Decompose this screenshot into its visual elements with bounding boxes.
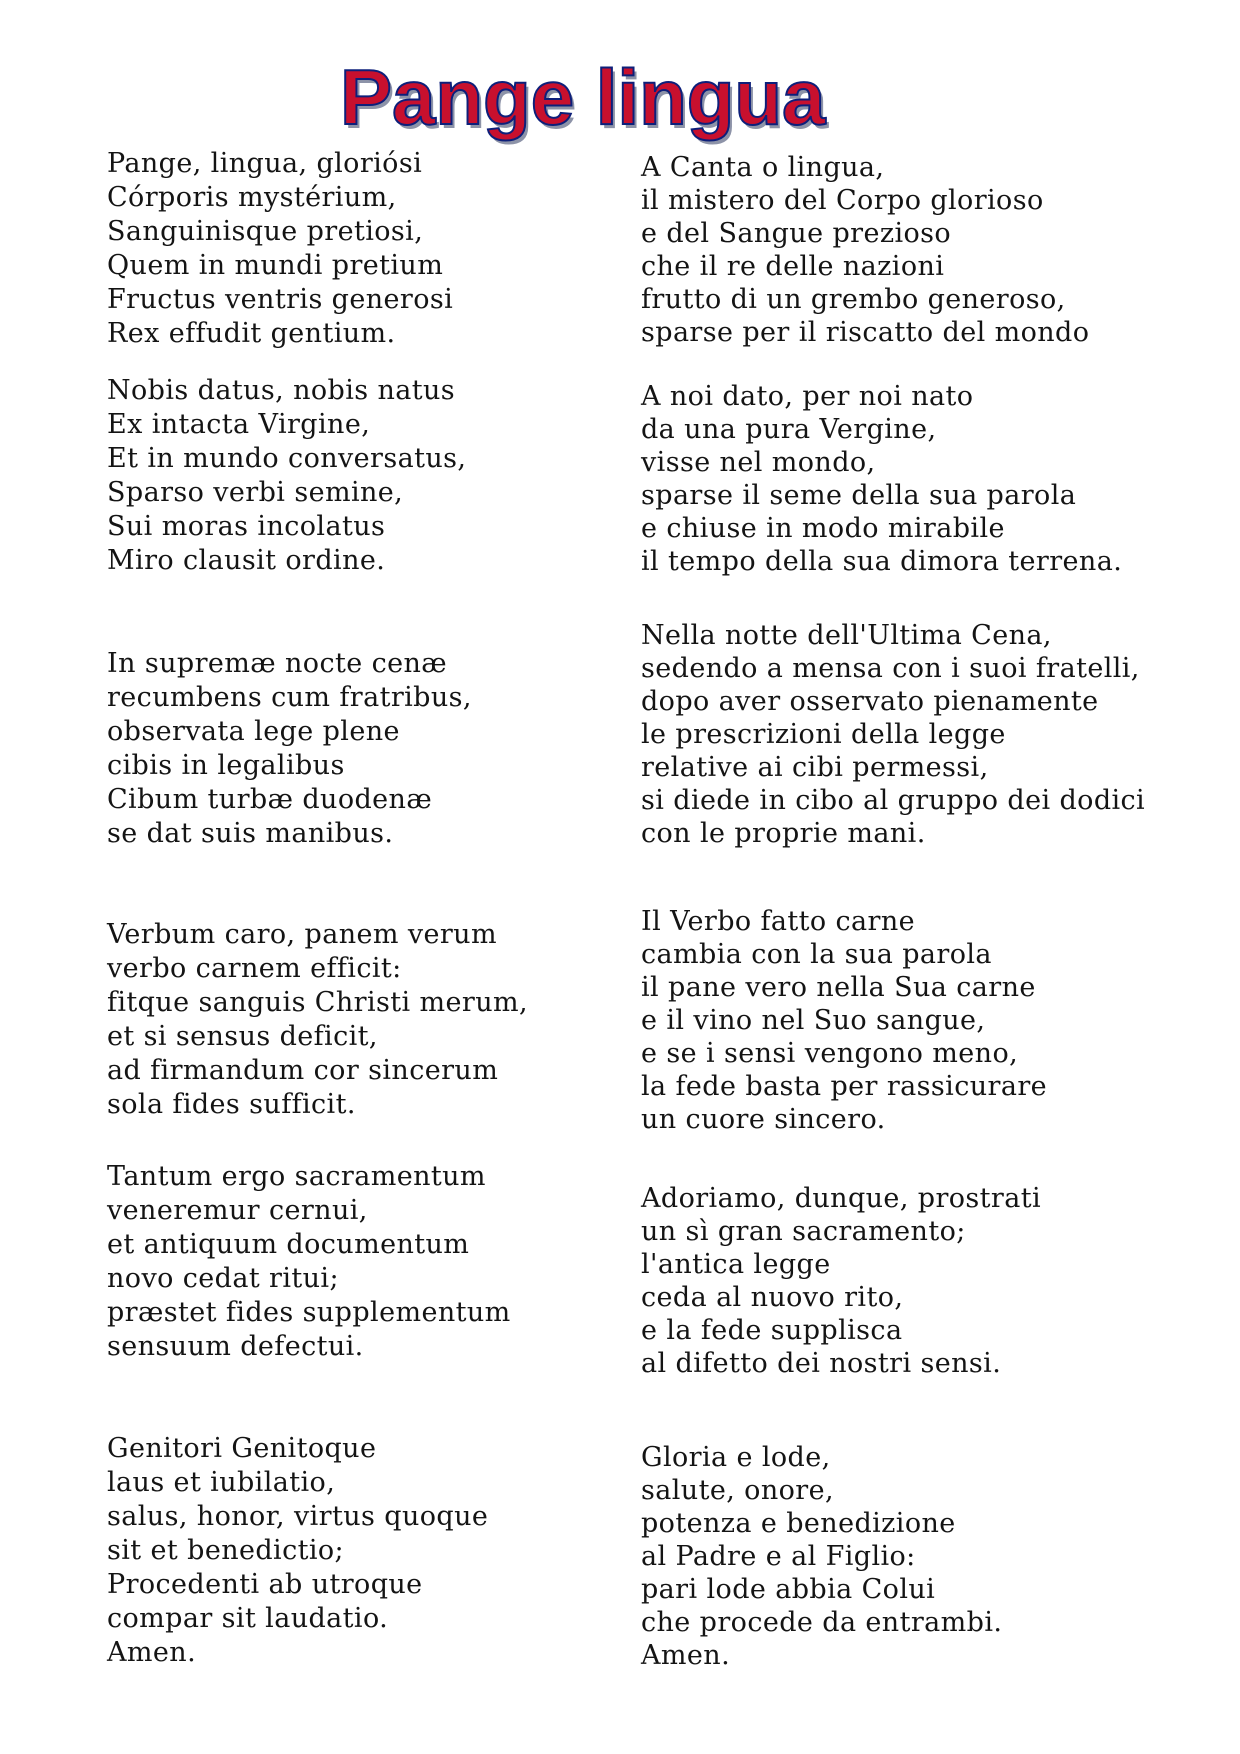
verse-line: visse nel mondo, bbox=[641, 447, 876, 478]
verse-line: Sparso verbi semine, bbox=[107, 477, 404, 508]
verse-line: Cibum turbæ duodenæ bbox=[107, 784, 433, 815]
italian-stanza-1 bbox=[641, 151, 1089, 349]
verse-line: fitque sanguis Christi merum, bbox=[107, 987, 528, 1018]
verse-line: Quem in mundi pretium bbox=[107, 250, 444, 281]
italian-stanza-2 bbox=[641, 380, 1122, 578]
latin-stanza-5 bbox=[107, 1160, 511, 1364]
verse-line: Miro clausit ordine. bbox=[107, 545, 386, 576]
verse-line: ceda al nuovo rito, bbox=[641, 1282, 904, 1313]
italian-stanza-5 bbox=[641, 1182, 1041, 1380]
verse-line: da una pura Vergine, bbox=[641, 414, 937, 445]
verse-line: Fructus ventris generosi bbox=[107, 284, 454, 315]
verse-line: che il re delle nazioni bbox=[641, 251, 945, 282]
verse-line: Genitori Genitoque bbox=[107, 1433, 377, 1464]
verse-line: laus et iubilatio, bbox=[107, 1467, 336, 1498]
verse-line: la fede basta per rassicurare bbox=[641, 1071, 1048, 1102]
verse-line: A noi dato, per noi nato bbox=[641, 381, 974, 412]
verse-line: Tantum ergo sacramentum bbox=[107, 1161, 486, 1192]
verse-line: Procedenti ab utroque bbox=[107, 1569, 423, 1600]
verse-line: il tempo della sua dimora terrena. bbox=[641, 546, 1123, 577]
verse-line: un cuore sincero. bbox=[641, 1104, 886, 1135]
verse-line: sparse per il riscatto del mondo bbox=[641, 317, 1090, 348]
verse-line: In supremæ nocte cenæ bbox=[107, 648, 448, 679]
verse-line: e la fede supplisca bbox=[641, 1315, 903, 1346]
verse-line: verbo carnem efficit: bbox=[107, 953, 402, 984]
verse-line: frutto di un grembo generoso, bbox=[641, 284, 1066, 315]
verse-line: Sanguinisque pretiosi, bbox=[107, 216, 424, 247]
verse-line: un sì gran sacramento; bbox=[641, 1216, 966, 1247]
latin-stanza-3 bbox=[107, 647, 472, 851]
verse-line: Amen. bbox=[107, 1637, 197, 1668]
verse-line: potenza e benedizione bbox=[641, 1508, 956, 1539]
verse-line: Córporis mystérium, bbox=[107, 182, 397, 213]
verse-line: pari lode abbia Colui bbox=[641, 1574, 936, 1605]
verse-line: novo cedat ritui; bbox=[107, 1263, 339, 1294]
verse-line: præstet fides supplementum bbox=[107, 1297, 511, 1328]
verse-line: si diede in cibo al gruppo dei dodici bbox=[641, 785, 1146, 816]
verse-line: Amen. bbox=[641, 1640, 731, 1671]
verse-line: che procede da entrambi. bbox=[641, 1607, 1003, 1638]
verse-line: e chiuse in modo mirabile bbox=[641, 513, 1005, 544]
verse-line: A Canta o lingua, bbox=[641, 152, 885, 183]
verse-line: compar sit laudatio. bbox=[107, 1603, 389, 1634]
page-title: Pange lingua bbox=[340, 53, 826, 141]
verse-line: e se i sensi vengono meno, bbox=[641, 1038, 1019, 1069]
verse-line: Ex intacta Virgine, bbox=[107, 409, 371, 440]
verse-line: Et in mundo conversatus, bbox=[107, 443, 467, 474]
verse-line: il pane vero nella Sua carne bbox=[641, 972, 1036, 1003]
verse-line: dopo aver osservato pienamente bbox=[641, 686, 1099, 717]
verse-line: veneremur cernui, bbox=[107, 1195, 368, 1226]
verse-line: Il Verbo fatto carne bbox=[641, 906, 916, 937]
verse-line: sola fides sufficit. bbox=[107, 1089, 356, 1120]
verse-line: Nella notte dell'Ultima Cena, bbox=[641, 620, 1052, 651]
verse-line: con le proprie mani. bbox=[641, 818, 926, 849]
verse-line: recumbens cum fratribus, bbox=[107, 682, 472, 713]
latin-stanza-4 bbox=[107, 918, 528, 1122]
verse-line: ad firmandum cor sincerum bbox=[107, 1055, 499, 1086]
latin-stanza-1 bbox=[107, 147, 453, 351]
italian-stanza-6 bbox=[641, 1441, 1002, 1672]
italian-stanza-4 bbox=[641, 905, 1047, 1136]
verse-line: al difetto dei nostri sensi. bbox=[641, 1348, 1002, 1379]
verse-line: salute, onore, bbox=[641, 1475, 834, 1506]
verse-line: Gloria e lode, bbox=[641, 1442, 831, 1473]
verse-line: sit et benedictio; bbox=[107, 1535, 345, 1566]
verse-line: Nobis datus, nobis natus bbox=[107, 375, 456, 406]
verse-line: Rex effudit gentium. bbox=[107, 318, 396, 349]
latin-stanza-6 bbox=[107, 1432, 488, 1670]
verse-line: cibis in legalibus bbox=[107, 750, 345, 781]
verse-line: al Padre e al Figlio: bbox=[641, 1541, 916, 1572]
verse-line: sensuum defectui. bbox=[107, 1331, 364, 1362]
verse-line: et si sensus deficit, bbox=[107, 1021, 378, 1052]
verse-line: e del Sangue prezioso bbox=[641, 218, 952, 249]
verse-line: l'antica legge bbox=[641, 1249, 831, 1280]
verse-line: Pange, lingua, gloriósi bbox=[107, 148, 423, 179]
verse-line: se dat suis manibus. bbox=[107, 818, 394, 849]
italian-stanza-3 bbox=[641, 619, 1145, 850]
verse-line: Adoriamo, dunque, prostrati bbox=[641, 1183, 1042, 1214]
verse-line: il mistero del Corpo glorioso bbox=[641, 185, 1044, 216]
verse-line: salus, honor, virtus quoque bbox=[107, 1501, 489, 1532]
verse-line: Verbum caro, panem verum bbox=[107, 919, 497, 950]
latin-stanza-2 bbox=[107, 374, 466, 578]
verse-line: le prescrizioni della legge bbox=[641, 719, 1006, 750]
verse-line: et antiquum documentum bbox=[107, 1229, 470, 1260]
verse-line: cambia con la sua parola bbox=[641, 939, 992, 970]
verse-line: sparse il seme della sua parola bbox=[641, 480, 1077, 511]
verse-line: sedendo a mensa con i suoi fratelli, bbox=[641, 653, 1140, 684]
verse-line: Sui moras incolatus bbox=[107, 511, 386, 542]
verse-line: observata lege plene bbox=[107, 716, 400, 747]
verse-line: relative ai cibi permessi, bbox=[641, 752, 989, 783]
verse-line: e il vino nel Suo sangue, bbox=[641, 1005, 986, 1036]
